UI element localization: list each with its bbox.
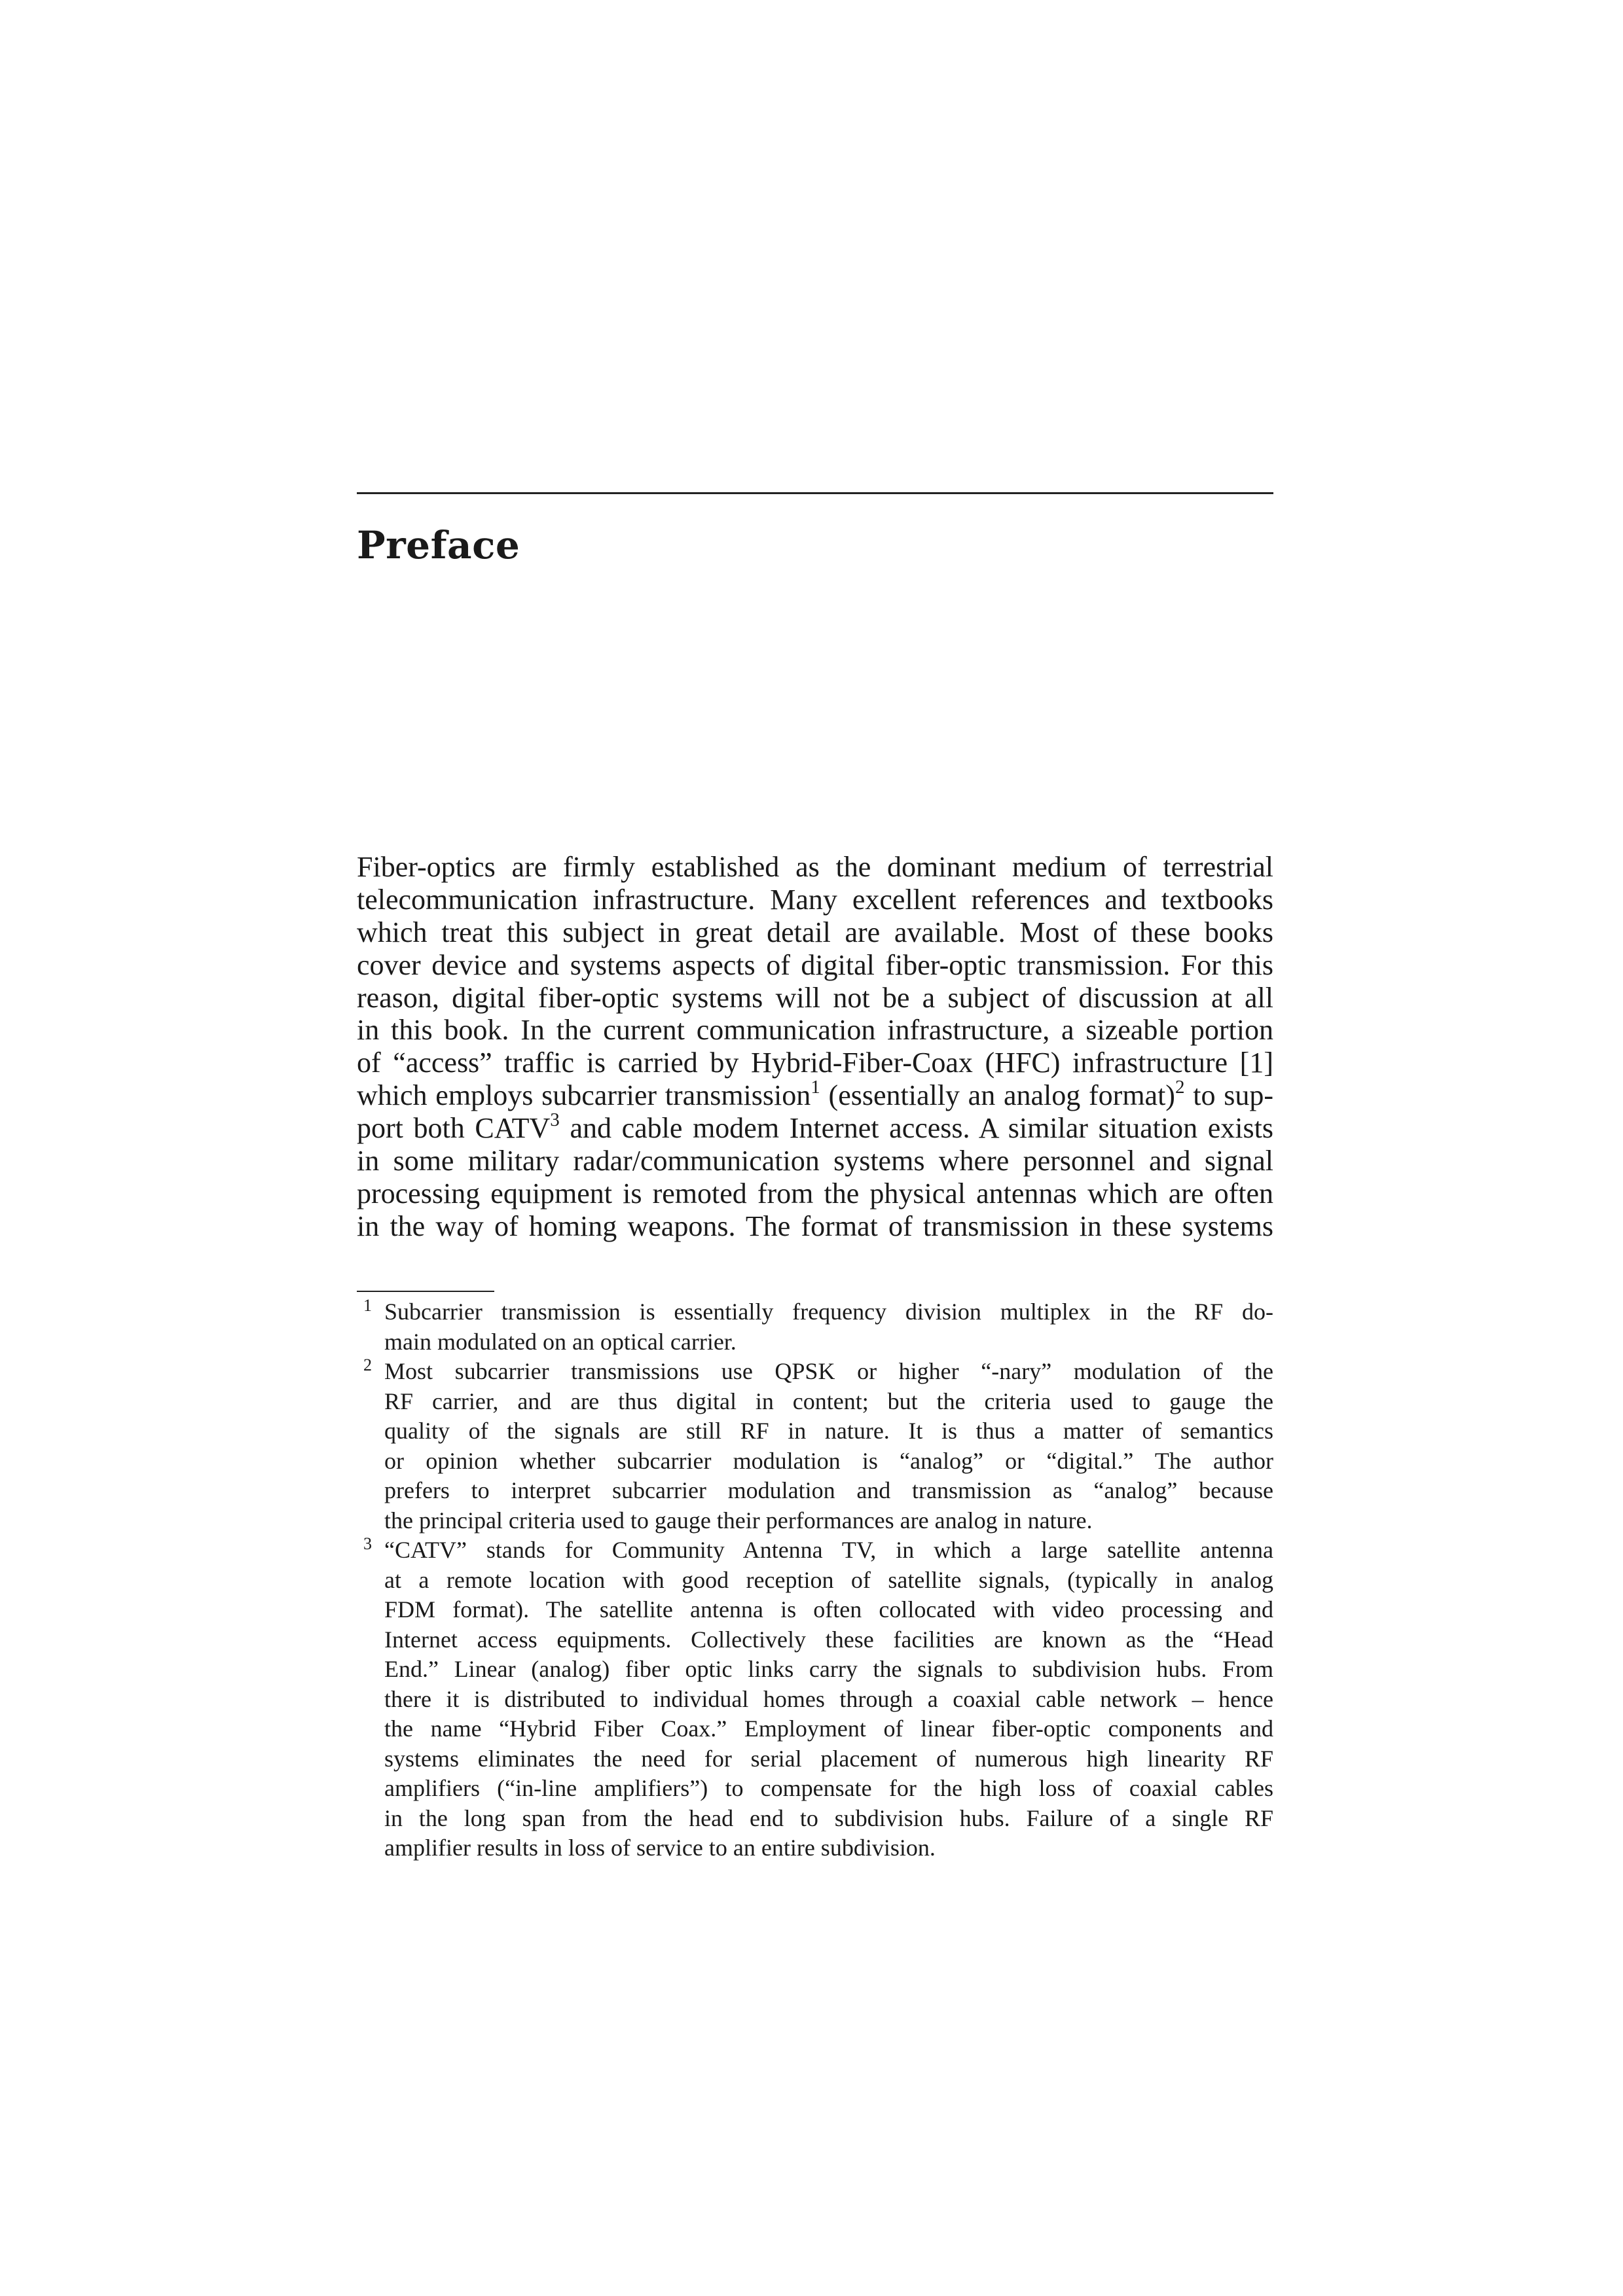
footnote-line: amplifier results in loss of service to an entire subdivision. [384,1835,936,1861]
body-line: Fiber-optics are firmly established as the dominant medium of terrestrial [357,851,1273,883]
body-text-segment: (essentially an analog format) [820,1079,1175,1112]
footnote-line: quality of the signals are still RF in nature. It is thus a matter of semantics [384,1418,1273,1444]
body-line: in the way of homing weapons. The format of transmission in these systems [357,1210,1273,1242]
footnotes [357,1297,1273,1863]
footnote-line: “CATV” stands for Community Antenna TV, in which a large satellite antenna [384,1537,1273,1563]
footnote-2 [357,1357,1273,1535]
footnote-line: prefers to interpret subcarrier modulation and transmission as “analog” because [384,1477,1273,1503]
footnote-3 [357,1535,1273,1863]
body-text-segment: which employs subcarrier transmission [357,1079,811,1112]
body-line: in this book. In the current communication infrastructure, a sizeable portion [357,1014,1273,1047]
footnote-line: End.” Linear (analog) fiber optic links carry the signals to subdivision hubs. From [384,1656,1273,1682]
footnote-line: or opinion whether subcarrier modulation is “analog” or “digital.” The author [384,1447,1273,1474]
footnote-line: the name “Hybrid Fiber Coax.” Employment of linear fiber-optic components and [384,1715,1273,1742]
footnote-rule [357,1291,494,1292]
chapter-title: Preface [357,523,520,567]
body-line [357,1109,1273,1145]
footnote-line: amplifiers (“in-line amplifiers”) to compensate for the high loss of coaxial cables [384,1775,1273,1801]
footnote-number: 1 [363,1296,372,1315]
footnote-line: Internet access equipments. Collectively these facilities are known as the “Head [384,1626,1273,1653]
body-text-segment: to sup- [1184,1079,1274,1112]
body-text-segment: and cable modem Internet access. A similar situation exists [559,1112,1273,1145]
footnote-line: FDM format). The satellite antenna is often collocated with video processing and [384,1596,1273,1623]
body-paragraph [357,851,1273,1243]
footnote-line: RF carrier, and are thus digital in content; but the criteria used to gauge the [384,1388,1273,1414]
footnote-line: there it is distributed to individual homes through a coaxial cable network – hence [384,1685,1273,1712]
footnote-line: Subcarrier transmission is essentially frequency division multiplex in the RF do- [384,1299,1273,1325]
footnote-1 [357,1297,1273,1357]
body-line [357,1076,1274,1112]
footnote-line: Most subcarrier transmissions use QPSK or higher “-nary” modulation of the [384,1358,1273,1384]
chapter-title-rule [357,492,1273,494]
body-line: cover device and systems aspects of digital fiber-optic transmission. For this [357,948,1273,981]
footnote-line: systems eliminates the need for serial placement of numerous high linearity RF [384,1745,1273,1772]
body-line: telecommunication infrastructure. Many excellent references and textbooks [357,883,1273,916]
footnote-number: 3 [363,1534,372,1553]
body-text-segment: port both CATV [357,1112,551,1145]
body-line: which treat this subject in great detail are available. Most of these books [357,916,1273,948]
footnote-line: main modulated on an optical carrier. [384,1328,737,1355]
footnote-line: at a remote location with good reception of satellite signals, (typically in analog [384,1566,1273,1593]
body-line: processing equipment is remoted from the physical antennas which are often [357,1177,1273,1210]
footnote-number: 2 [363,1355,372,1374]
footnote-line: in the long span from the head end to subdivision hubs. Failure of a single RF [384,1804,1273,1831]
footnote-marker-1: 1 [811,1076,820,1098]
body-line: in some military radar/communication systems where personnel and signal [357,1145,1273,1177]
body-line: reason, digital fiber-optic systems will not be a subject of discussion at all [357,981,1273,1014]
footnote-marker-2: 2 [1175,1076,1185,1098]
footnote-line: the principal criteria used to gauge their performances are analog in nature. [384,1507,1093,1534]
footnote-marker-3: 3 [550,1109,560,1130]
body-line: of “access” traffic is carried by Hybrid-Fiber-Coax (HFC) infrastructure [1] [357,1047,1273,1079]
